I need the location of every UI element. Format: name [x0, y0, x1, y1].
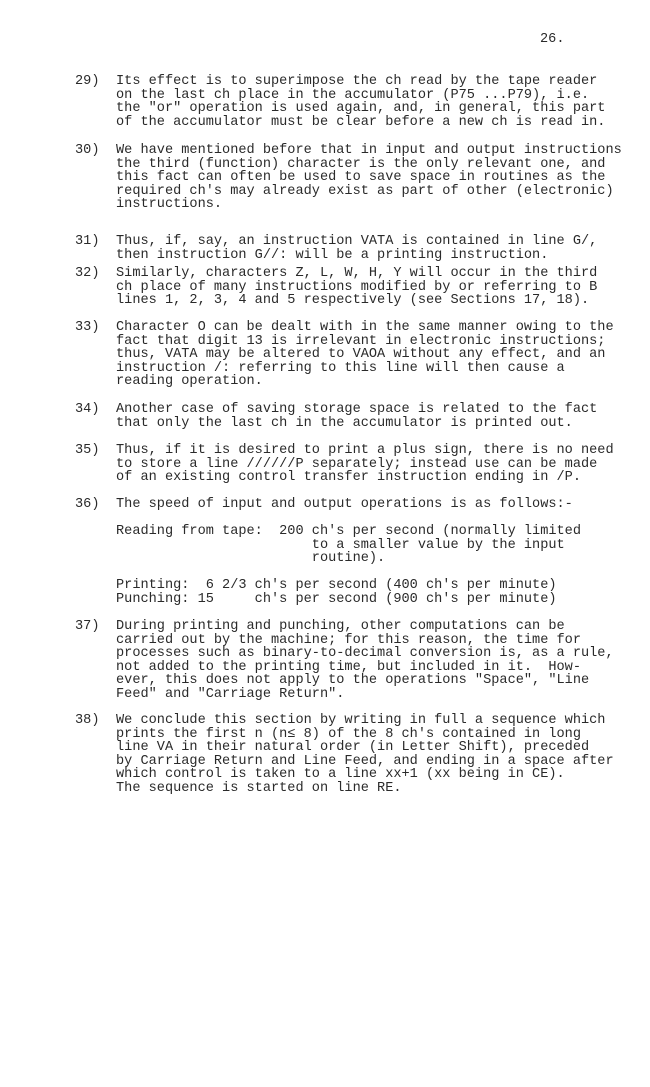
text-line: the "or" operation is used again, and, in general, this part [116, 101, 606, 117]
text-line: Another case of saving storage space is related to the fact [116, 402, 598, 417]
paragraph-number: 29) [75, 74, 100, 89]
paragraph-number: 36) [75, 497, 100, 512]
text-line: Thus, if, say, an instruction VATA is contained in line G/, [116, 234, 598, 249]
paragraph-30 [75, 144, 635, 212]
paragraph-36 [75, 498, 635, 512]
text-line: fact that digit 13 is irrelevant in electronic instructions; [116, 333, 606, 349]
text-line: the third (function) character is the only relevant one, and [116, 156, 606, 172]
text-line: of the accumulator must be clear before a new ch is read in. [116, 114, 606, 130]
text-line: which control is taken to a line xx+1 (xx being in CE). [116, 767, 565, 783]
paragraph-number: 38) [75, 713, 100, 728]
page-number: 26. [540, 32, 565, 47]
text-line: carried out by the machine; for this reason, the time for [116, 632, 581, 648]
paragraph-32 [75, 267, 635, 308]
speed-table-reading [116, 525, 581, 566]
paragraph-number: 32) [75, 266, 100, 281]
text-line: of an existing control transfer instruction ending in /P. [116, 470, 581, 486]
speed-row-reading: Reading from tape: 200 ch's per second (normally limited [116, 524, 581, 539]
text-line: ch place of many instructions modified by or referring to B [116, 279, 598, 295]
text-line: then instruction G//: will be a printing instruction. [116, 247, 549, 263]
paragraph-number: 34) [75, 402, 100, 417]
paragraph-35 [75, 444, 635, 485]
paragraph-37 [75, 620, 635, 702]
text-line: thus, VATA may be altered to VAOA without any effect, and an [116, 347, 606, 363]
speed-row-printing: Printing: 6 2/3 ch's per second (400 ch's per minute) [116, 578, 557, 593]
text-line: ever, this does not apply to the operations "Space", "Line [116, 673, 590, 689]
text-line: The sequence is started on line RE. [116, 780, 402, 796]
text-line: Character O can be dealt with in the same manner owing to the [116, 320, 614, 335]
text-line: lines 1, 2, 3, 4 and 5 respectively (see Sections 17, 18). [116, 293, 590, 309]
text-line: The speed of input and output operations is as follows:- [116, 497, 573, 512]
text-line: Feed" and "Carriage Return". [116, 686, 345, 702]
text-line: instruction /: referring to this line will then cause a [116, 360, 565, 376]
text-line: reading operation. [116, 374, 263, 390]
paragraph-number: 30) [75, 143, 100, 158]
speed-row-reading-cont: routine). [116, 551, 386, 567]
text-line: line VA in their natural order (in Letter Shift), preceded [116, 740, 590, 756]
paragraph-number: 33) [75, 320, 100, 335]
text-line: Its effect is to superimpose the ch read by the tape reader [116, 74, 598, 89]
paragraph-number: 35) [75, 443, 100, 458]
text-line: Thus, if it is desired to print a plus sign, there is no need [116, 443, 614, 458]
paragraph-34 [75, 403, 635, 430]
paragraph-38 [75, 714, 635, 796]
paragraph-33 [75, 321, 635, 389]
text-line: required ch's may already exist as part of other (electronic) [116, 183, 614, 199]
text-line: instructions. [116, 197, 223, 213]
text-line: to store a line //////P separately; instead use can be made [116, 456, 598, 472]
text-line: We conclude this section by writing in full a sequence which [116, 713, 606, 728]
text-line: this fact can often be used to save space in routines as the [116, 170, 606, 186]
text-line: processes such as binary-to-decimal conversion is, as a rule, [116, 646, 614, 662]
text-line: that only the last ch in the accumulator is printed out. [116, 415, 573, 431]
text-line: During printing and punching, other computations can be [116, 619, 565, 634]
speed-row-punching: Punching: 15 ch's per second (900 ch's per minute) [116, 591, 557, 607]
speed-row-reading-cont: to a smaller value by the input [116, 537, 565, 553]
paragraph-29 [75, 75, 635, 129]
text-line: We have mentioned before that in input and output instructions [116, 143, 622, 158]
text-line: on the last ch place in the accumulator (P75 ...P79), i.e. [116, 87, 590, 103]
paragraph-number: 31) [75, 234, 100, 249]
text-line: Similarly, characters Z, L, W, H, Y will occur in the third [116, 266, 598, 281]
speed-table-output [116, 579, 557, 606]
text-line: prints the first n (n≤ 8) of the 8 ch's contained in long [116, 726, 581, 742]
text-line: not added to the printing time, but included in it. How- [116, 659, 581, 675]
paragraph-number: 37) [75, 619, 100, 634]
text-line: by Carriage Return and Line Feed, and ending in a space after [116, 753, 614, 769]
paragraph-31 [75, 235, 635, 262]
